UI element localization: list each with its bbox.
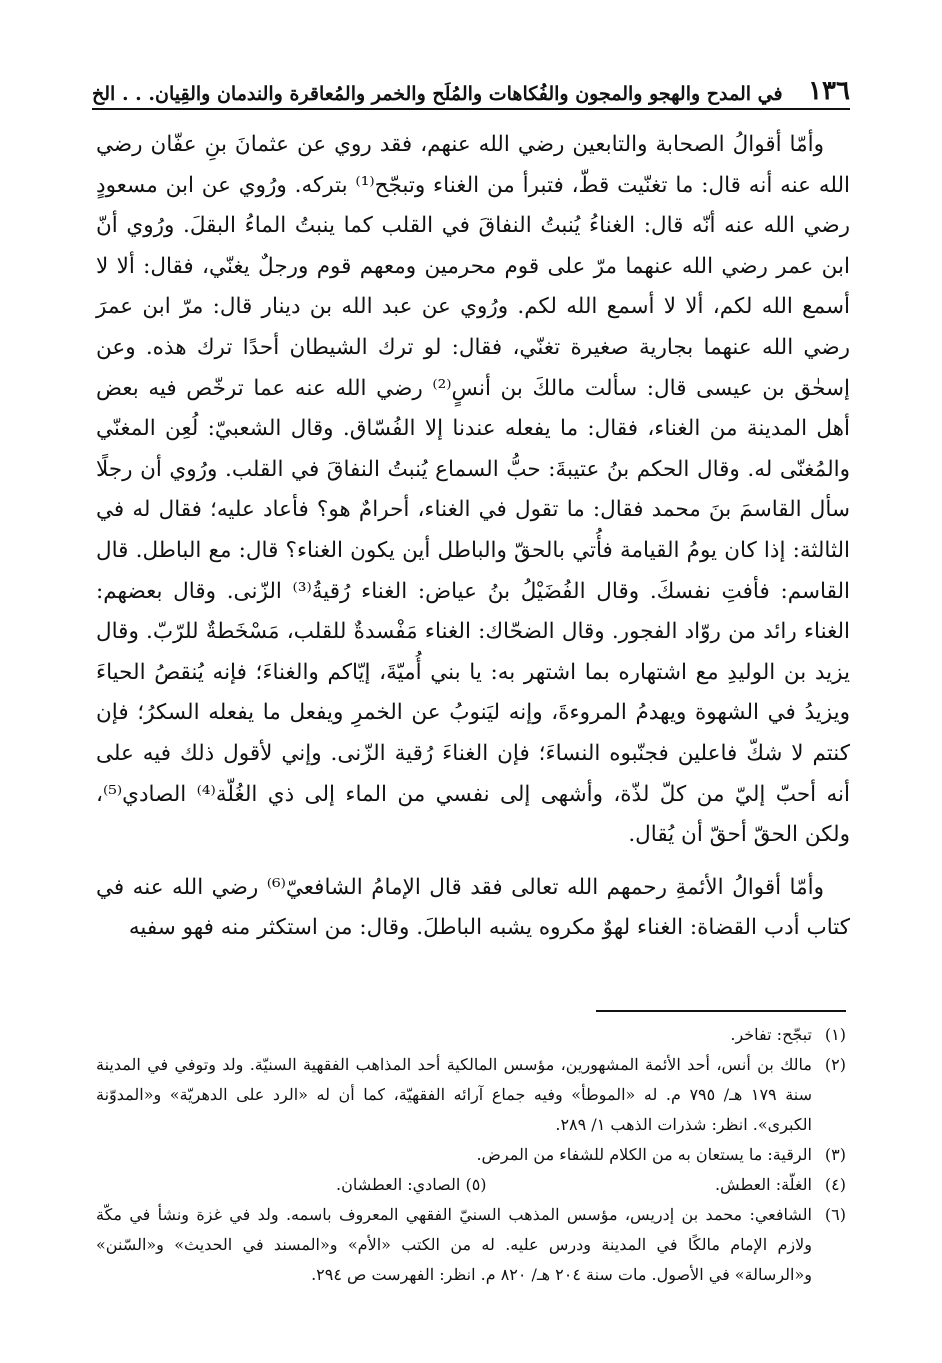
footnote-text: الشافعي: محمد بن إدريس، مؤسس المذهب السنيّ الفقهي المعروف باسمه. ولد في غزة ونشأ في مكّة ولازم الإمام مالكًا في المدينة ودرس عليه. له من الكتب «الأم» و«المسند في الحديث» و«السّنن» و«الرسالة» في الأصول. مات سنة ٢٠٤ هـ/ ٨٢٠ م. انظر: الفهرست ص ٢٩٤. bbox=[96, 1205, 812, 1284]
footnote-4-5 bbox=[96, 1170, 846, 1200]
footnote-text: الصادي: العطشان. bbox=[336, 1175, 461, 1194]
footnote-text: مالك بن أنس، أحد الأئمة المشهورين، مؤسس المالكية أحد المذاهب الفقهية السنيّة. ولد وتوفي في المدينة سنة ١٧٩ هـ/ ٧٩٥ م. له «الموطأ» وفيه جماع آرائه الفقهيّة، كما أن له «الرد على الدهريّة» و«المدوّنة الكبرى». انظر: شذرات الذهب ١/ ٢٨٩. bbox=[96, 1055, 813, 1134]
footnote-number: (٢) bbox=[824, 1055, 846, 1074]
page-header bbox=[92, 70, 850, 110]
footnotes bbox=[96, 1020, 846, 1290]
footnote-text: الرقية: ما يستعان به من الكلام للشفاء من المرض. bbox=[476, 1145, 812, 1164]
footnote-pair bbox=[96, 1170, 812, 1200]
footnote-6 bbox=[96, 1200, 846, 1290]
page-number: ١٣٦ bbox=[808, 76, 850, 106]
running-title: في المدح والهجو والمجون والفُكاهات والمُلَح والخمر والمُعاقرة والندمان والقِيان. . . الخ bbox=[92, 83, 783, 105]
footnote-number: (٤) bbox=[824, 1175, 846, 1194]
main-text bbox=[96, 125, 850, 949]
footnote-5 bbox=[336, 1170, 487, 1200]
footnote-1 bbox=[96, 1020, 846, 1050]
footnote-3 bbox=[96, 1140, 846, 1170]
footnote-text: الغلّة: العطش. bbox=[714, 1175, 812, 1194]
footnote-number: (١) bbox=[824, 1025, 846, 1044]
paragraph-companions-sayings: وأمّا أقوالُ الصحابة والتابعين رضي الله عنهم، فقد روي عن عثمانَ بنِ عفّان رضي الله عنه أنه قال: ما تغنّيت قطّ، فتبرأ من الغناء وتبجّح⁽¹⁾ بتركه. ورُوي عن ابن مسعودٍ رضي الله عنه أنّه قال: الغناءُ يُنبتُ النفاقَ في القلب كما ينبتُ الماءُ البقلَ. ورُوي أنّ ابن عمر رضي الله عنهما مرّ على قوم محرمين ومعهم قوم ورجلٌ يغنّي، فقال: ألا لا أسمع الله لكم، ألا لا أسمع الله لكم. ورُوي عن عبد الله بن دينار قال: مرّ ابن عمرَ رضي الله عنهما بجارية صغيرة تغنّي، فقال: لو ترك الشيطان أحدًا ترك هذه. وعن إسحٰق بن عيسى قال: سألت مالكَ بن أنسٍ⁽²⁾ رضي الله عنه عما ترخّص فيه بعض أهل المدينة من الغناء، فقال: ما يفعله عندنا إلا الفُسّاق. وقال الشعبيّ: لُعِن المغنّي والمُغنّى له. وقال الحكم بنُ عتيبةَ: حبُّ السماع يُنبتُ النفاقَ في القلب. ورُوي أن رجلًا سأل القاسمَ بنَ محمد فقال: ما تقول في الغناء، أحرامٌ هو؟ فأعاد عليه؛ فقال له في الثالثة: إذا كان يومُ القيامة فأُتي بالحقّ والباطل أين يكون الغناء؟ قال: مع الباطل. قال القاسم: فأفتِ نفسكَ. وقال الفُضَيْلُ بنُ عياض: الغناء رُقيةُ⁽³⁾ الزّنى. وقال بعضهم: الغناء رائد من روّاد الفجور. وقال الضحّاك: الغناء مَفْسدةٌ للقلب، مَسْخَطةٌ للرّبّ. وقال يزيد بن الوليدِ مع اشتهاره بما اشتهر به: يا بني أُميّةَ، إيّاكم والغناءَ؛ فإنه يُنقصُ الحياءَ ويزيدُ في الشهوة ويهدمُ المروءةَ، وإنه ليَنوبُ عن الخمرِ ويفعل ما يفعله السكرُ؛ فإن كنتم لا شكّ فاعلين فجنّبوه النساءَ؛ فإن الغناءَ رُقية الزّنى. وإني لأقول ذلك فيه على أنه أحبّ إليّ من كلّ لذّة، وأشهى إلى نفسي من الماء إلى ذي الغُلّة⁽⁴⁾ الصادي⁽⁵⁾، ولكن الحقّ أحقّ أن يُقال. bbox=[96, 132, 850, 848]
footnote-number: (٥) bbox=[465, 1175, 487, 1194]
footnote-separator bbox=[596, 1010, 846, 1012]
footnote-text: تبجّح: تفاخر. bbox=[730, 1025, 812, 1044]
paragraph-imams-sayings: وأمّا أقوالُ الأئمةِ رحمهم الله تعالى فقد قال الإمامُ الشافعيّ⁽⁶⁾ رضي الله عنه في كتاب أدب القضاة: الغناء لهوٌ مكروه يشبه الباطلَ. وقال: من استكثر منه فهو سفيه bbox=[96, 874, 850, 941]
footnote-number: (٦) bbox=[824, 1205, 846, 1224]
footnote-number: (٣) bbox=[824, 1145, 846, 1164]
footnote-2 bbox=[96, 1050, 846, 1140]
